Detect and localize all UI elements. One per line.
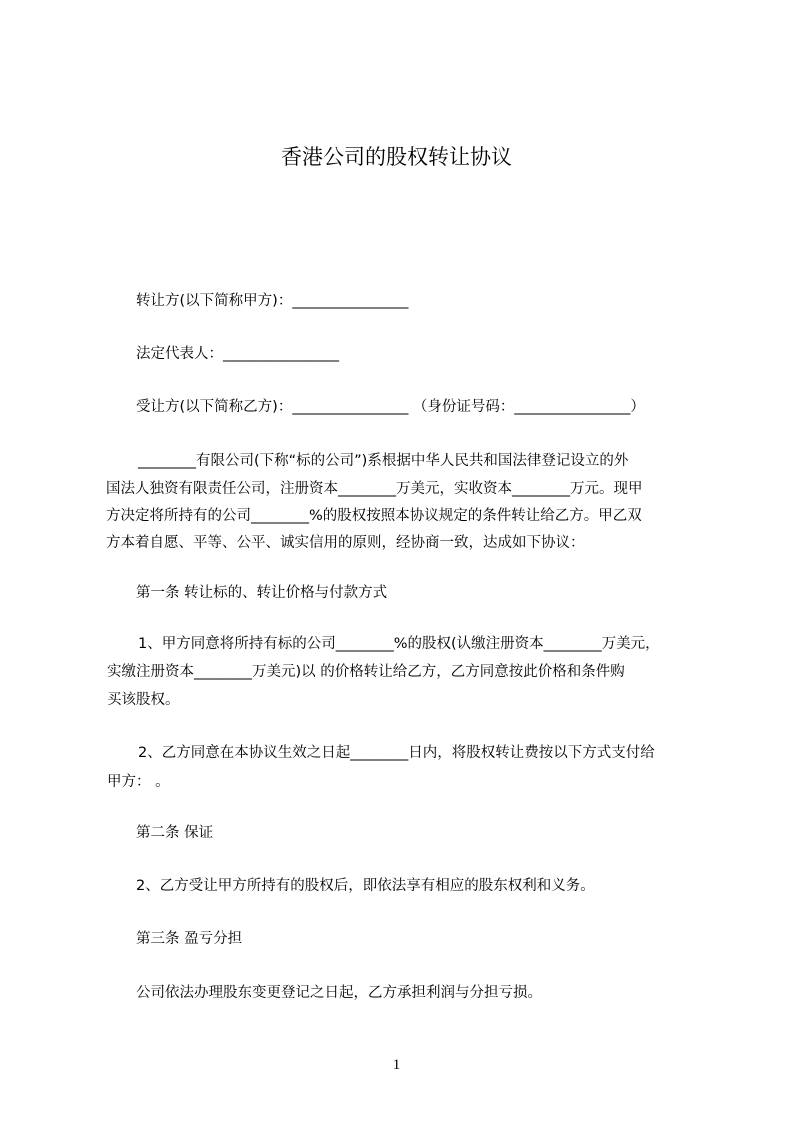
transferor-line: 转让方(以下简称甲方)：________________	[136, 293, 409, 309]
article-1-clause-1-line-2: 实缴注册资本________万美元)以 的价格转让给乙方，乙方同意按此价格和条件购	[107, 664, 625, 680]
article-2-clause: 2、乙方受让甲方所持有的股权后，即依法享有相应的股东权利和义务。	[136, 878, 595, 894]
legal-representative-line: 法定代表人：________________	[136, 346, 339, 362]
article-3-clause: 公司依法办理股东变更登记之日起，乙方承担利润与分担亏损。	[136, 985, 542, 1001]
article-3-heading: 第三条 盈亏分担	[136, 931, 243, 947]
transferee-line: 受让方(以下简称乙方)：________________ （身份证号码：________________）	[136, 399, 645, 415]
intro-paragraph-line-3: 方决定将所持有的公司________%的股权按照本协议规定的条件转让给乙方。甲乙双	[106, 508, 642, 524]
article-2-heading: 第二条 保证	[136, 825, 214, 841]
article-1-clause-2-line-2: 甲方： 。	[107, 774, 170, 790]
article-1-clause-2-line-1: 2、乙方同意在本协议生效之日起________日内，将股权转让费按以下方式支付给	[138, 745, 655, 761]
document-title: 香港公司的股权转让协议	[281, 145, 512, 169]
intro-paragraph-line-1: ________有限公司(下称“标的公司”)系根据中华人民共和国法律登记设立的外	[138, 453, 629, 469]
article-1-clause-1-line-1: 1、甲方同意将所持有标的公司________%的股权(认缴注册资本________万美元，	[138, 636, 660, 652]
article-1-heading: 第一条 转让标的、转让价格与付款方式	[136, 585, 388, 601]
page-number: 1	[392, 1057, 401, 1073]
article-1-clause-1-line-3: 买该股权。	[107, 692, 180, 708]
intro-paragraph-line-4: 方本着自愿、平等、公平、诚实信用的原则，经协商一致，达成如下协议：	[106, 535, 585, 551]
intro-paragraph-line-2: 国法人独资有限责任公司，注册资本________万美元，实收资本________万元。现甲	[106, 481, 643, 497]
